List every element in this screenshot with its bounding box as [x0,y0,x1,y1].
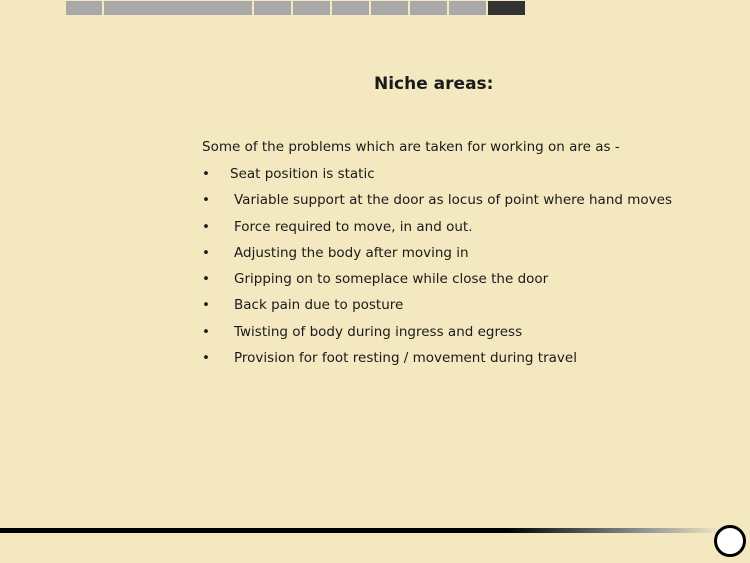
progress-segment-4[interactable] [293,1,330,15]
footer-divider [0,528,722,533]
bullet-list [202,166,672,376]
bullet-icon: • [202,323,210,340]
progress-segment-1[interactable] [66,1,102,15]
progress-segment-3[interactable] [254,1,291,15]
slide-title: Niche areas: [374,74,494,94]
bullet-text: Twisting of body during ingress and egress [234,323,523,340]
progress-segment-5[interactable] [332,1,369,15]
progress-segment-6[interactable] [371,1,408,15]
bullet-icon: • [202,166,210,182]
list-item [202,245,672,271]
bullet-text: Adjusting the body after moving in [234,244,469,261]
bullet-icon: • [202,297,210,314]
list-item [202,219,672,245]
progress-segment-8[interactable] [449,1,486,15]
bullet-icon: • [202,350,210,367]
bullet-icon: • [202,192,210,209]
intro-text: Some of the problems which are taken for working on are as - [202,139,620,155]
bullet-text: Back pain due to posture [234,297,404,314]
bullet-icon: • [202,271,210,288]
circle-nav-icon[interactable] [714,525,746,557]
bullet-text: Seat position is static [230,166,375,182]
progress-segment-2[interactable] [104,1,252,15]
list-item [202,350,672,376]
bullet-text: Provision for foot resting / movement during travel [234,350,577,367]
list-item [202,192,672,218]
list-item [202,271,672,297]
list-item [202,324,672,350]
progress-segment-9[interactable] [488,1,525,15]
bullet-text: Variable support at the door as locus of point where hand moves [234,192,672,209]
list-item [202,297,672,323]
bullet-text: Gripping on to someplace while close the door [234,271,549,288]
bullet-text: Force required to move, in and out. [234,218,473,235]
bullet-icon: • [202,244,210,261]
bullet-icon: • [202,218,210,235]
list-item [202,166,672,192]
progress-strip [66,1,525,15]
progress-segment-7[interactable] [410,1,447,15]
